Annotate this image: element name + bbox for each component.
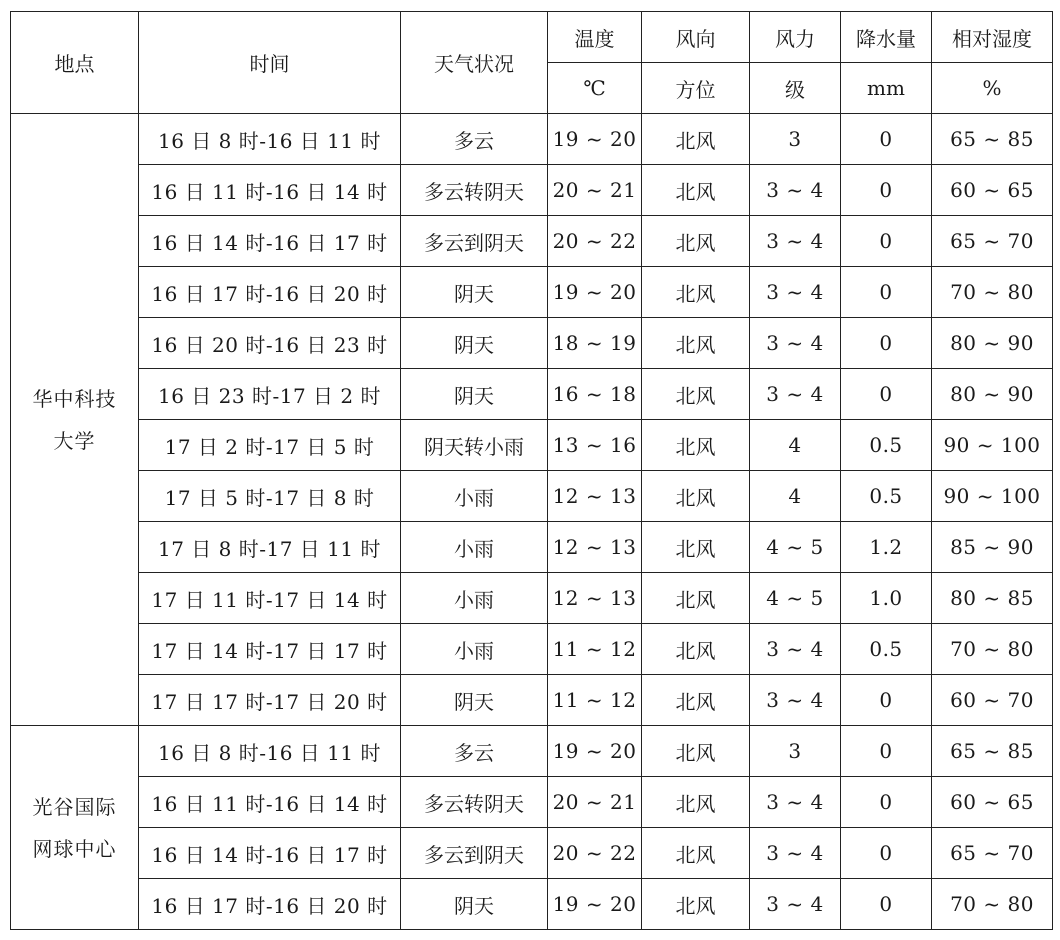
condition-cell: 多云到阴天: [401, 216, 548, 267]
unit-wind-direction: 方位: [642, 63, 750, 114]
precipitation-cell: 0.5: [841, 420, 932, 471]
precipitation-cell: 0: [841, 114, 932, 165]
precipitation-cell: 0: [841, 165, 932, 216]
precipitation-cell: 1.2: [841, 522, 932, 573]
location-line: 大学: [53, 428, 96, 453]
condition-cell: 多云到阴天: [401, 828, 548, 879]
humidity-cell: 65 ~ 70: [932, 216, 1053, 267]
location-line: 光谷国际: [32, 794, 117, 819]
precipitation-cell: 0: [841, 879, 932, 930]
condition-cell: 多云转阴天: [401, 777, 548, 828]
wind-direction-cell: 北风: [642, 318, 750, 369]
temperature-cell: 19 ~ 20: [548, 114, 642, 165]
precipitation-cell: 0: [841, 726, 932, 777]
wind-direction-cell: 北风: [642, 369, 750, 420]
humidity-cell: 90 ~ 100: [932, 471, 1053, 522]
wind-force-cell: 3: [750, 726, 841, 777]
wind-direction-cell: 北风: [642, 624, 750, 675]
header-wind-force: 风力: [750, 12, 841, 63]
wind-direction-cell: 北风: [642, 216, 750, 267]
time-cell: 16 日 20 时-16 日 23 时: [139, 318, 401, 369]
wind-direction-cell: 北风: [642, 114, 750, 165]
time-cell: 16 日 17 时-16 日 20 时: [139, 267, 401, 318]
temperature-cell: 11 ~ 12: [548, 675, 642, 726]
time-cell: 17 日 11 时-17 日 14 时: [139, 573, 401, 624]
location-line: 华中科技: [32, 386, 117, 411]
table-row: [11, 420, 1053, 471]
time-cell: 17 日 5 时-17 日 8 时: [139, 471, 401, 522]
humidity-cell: 70 ~ 80: [932, 879, 1053, 930]
humidity-cell: 65 ~ 70: [932, 828, 1053, 879]
humidity-cell: 80 ~ 90: [932, 369, 1053, 420]
wind-force-cell: 4 ~ 5: [750, 573, 841, 624]
time-cell: 17 日 14 时-17 日 17 时: [139, 624, 401, 675]
wind-direction-cell: 北风: [642, 828, 750, 879]
condition-cell: 小雨: [401, 471, 548, 522]
precipitation-cell: 0: [841, 216, 932, 267]
header-location: 地点: [11, 12, 139, 114]
wind-force-cell: 3 ~ 4: [750, 624, 841, 675]
humidity-cell: 65 ~ 85: [932, 726, 1053, 777]
temperature-cell: 20 ~ 22: [548, 828, 642, 879]
condition-cell: 阴天: [401, 879, 548, 930]
wind-direction-cell: 北风: [642, 726, 750, 777]
wind-force-cell: 3 ~ 4: [750, 369, 841, 420]
humidity-cell: 85 ~ 90: [932, 522, 1053, 573]
precipitation-cell: 0: [841, 675, 932, 726]
precipitation-cell: 0: [841, 828, 932, 879]
wind-force-cell: 3 ~ 4: [750, 165, 841, 216]
table-row: [11, 522, 1053, 573]
header-wind-direction: 风向: [642, 12, 750, 63]
weather-forecast-table: [10, 11, 1053, 930]
condition-cell: 小雨: [401, 522, 548, 573]
precipitation-cell: 0: [841, 777, 932, 828]
table-row: [11, 267, 1053, 318]
table-row: [11, 573, 1053, 624]
wind-force-cell: 4: [750, 420, 841, 471]
location-cell: [11, 726, 139, 930]
condition-cell: 阴天: [401, 369, 548, 420]
condition-cell: 小雨: [401, 624, 548, 675]
time-cell: 16 日 11 时-16 日 14 时: [139, 777, 401, 828]
temperature-cell: 19 ~ 20: [548, 267, 642, 318]
wind-force-cell: 3 ~ 4: [750, 828, 841, 879]
temperature-cell: 12 ~ 13: [548, 522, 642, 573]
wind-direction-cell: 北风: [642, 777, 750, 828]
table-row: [11, 471, 1053, 522]
temperature-cell: 20 ~ 21: [548, 165, 642, 216]
wind-force-cell: 3 ~ 4: [750, 675, 841, 726]
wind-force-cell: 3 ~ 4: [750, 216, 841, 267]
precipitation-cell: 0.5: [841, 624, 932, 675]
temperature-cell: 12 ~ 13: [548, 471, 642, 522]
header-row: [11, 12, 1053, 63]
wind-direction-cell: 北风: [642, 573, 750, 624]
condition-cell: 多云转阴天: [401, 165, 548, 216]
temperature-cell: 20 ~ 21: [548, 777, 642, 828]
time-cell: 17 日 8 时-17 日 11 时: [139, 522, 401, 573]
wind-force-cell: 3 ~ 4: [750, 879, 841, 930]
wind-force-cell: 4: [750, 471, 841, 522]
precipitation-cell: 0: [841, 267, 932, 318]
precipitation-cell: 1.0: [841, 573, 932, 624]
table-row: [11, 624, 1053, 675]
table-body: [11, 114, 1053, 930]
wind-direction-cell: 北风: [642, 471, 750, 522]
condition-cell: 阴天: [401, 675, 548, 726]
table-row: [11, 114, 1053, 165]
temperature-cell: 12 ~ 13: [548, 573, 642, 624]
precipitation-cell: 0: [841, 369, 932, 420]
wind-force-cell: 3 ~ 4: [750, 318, 841, 369]
humidity-cell: 60 ~ 65: [932, 165, 1053, 216]
wind-force-cell: 4 ~ 5: [750, 522, 841, 573]
condition-cell: 小雨: [401, 573, 548, 624]
humidity-cell: 70 ~ 80: [932, 624, 1053, 675]
table-row: [11, 777, 1053, 828]
wind-force-cell: 3 ~ 4: [750, 267, 841, 318]
humidity-cell: 60 ~ 65: [932, 777, 1053, 828]
temperature-cell: 18 ~ 19: [548, 318, 642, 369]
wind-force-cell: 3: [750, 114, 841, 165]
table-row: [11, 675, 1053, 726]
wind-direction-cell: 北风: [642, 522, 750, 573]
wind-direction-cell: 北风: [642, 675, 750, 726]
header-humidity: 相对湿度: [932, 12, 1053, 63]
table-row: [11, 216, 1053, 267]
condition-cell: 多云: [401, 726, 548, 777]
time-cell: 16 日 8 时-16 日 11 时: [139, 114, 401, 165]
condition-cell: 多云: [401, 114, 548, 165]
humidity-cell: 65 ~ 85: [932, 114, 1053, 165]
temperature-cell: 13 ~ 16: [548, 420, 642, 471]
header-precipitation: 降水量: [841, 12, 932, 63]
humidity-cell: 80 ~ 85: [932, 573, 1053, 624]
time-cell: 16 日 14 时-16 日 17 时: [139, 828, 401, 879]
wind-direction-cell: 北风: [642, 879, 750, 930]
wind-direction-cell: 北风: [642, 165, 750, 216]
table-row: [11, 879, 1053, 930]
location-cell: [11, 114, 139, 726]
table-header: [11, 12, 1053, 114]
temperature-cell: 19 ~ 20: [548, 726, 642, 777]
time-cell: 16 日 17 时-16 日 20 时: [139, 879, 401, 930]
humidity-cell: 80 ~ 90: [932, 318, 1053, 369]
temperature-cell: 20 ~ 22: [548, 216, 642, 267]
condition-cell: 阴天转小雨: [401, 420, 548, 471]
temperature-cell: 19 ~ 20: [548, 879, 642, 930]
wind-force-cell: 3 ~ 4: [750, 777, 841, 828]
time-cell: 16 日 11 时-16 日 14 时: [139, 165, 401, 216]
time-cell: 17 日 17 时-17 日 20 时: [139, 675, 401, 726]
temperature-cell: 16 ~ 18: [548, 369, 642, 420]
table-row: [11, 318, 1053, 369]
wind-direction-cell: 北风: [642, 420, 750, 471]
table-row: [11, 726, 1053, 777]
time-cell: 17 日 2 时-17 日 5 时: [139, 420, 401, 471]
header-time: 时间: [139, 12, 401, 114]
location-line: 网球中心: [32, 836, 117, 861]
condition-cell: 阴天: [401, 318, 548, 369]
unit-humidity: %: [932, 63, 1053, 114]
wind-direction-cell: 北风: [642, 267, 750, 318]
time-cell: 16 日 14 时-16 日 17 时: [139, 216, 401, 267]
unit-wind-force: 级: [750, 63, 841, 114]
unit-precipitation: mm: [841, 63, 932, 114]
time-cell: 16 日 23 时-17 日 2 时: [139, 369, 401, 420]
humidity-cell: 90 ~ 100: [932, 420, 1053, 471]
humidity-cell: 60 ~ 70: [932, 675, 1053, 726]
temperature-cell: 11 ~ 12: [548, 624, 642, 675]
unit-temperature: ℃: [548, 63, 642, 114]
precipitation-cell: 0.5: [841, 471, 932, 522]
precipitation-cell: 0: [841, 318, 932, 369]
table-row: [11, 165, 1053, 216]
time-cell: 16 日 8 时-16 日 11 时: [139, 726, 401, 777]
header-temperature: 温度: [548, 12, 642, 63]
header-condition: 天气状况: [401, 12, 548, 114]
condition-cell: 阴天: [401, 267, 548, 318]
table-row: [11, 369, 1053, 420]
humidity-cell: 70 ~ 80: [932, 267, 1053, 318]
table-row: [11, 828, 1053, 879]
